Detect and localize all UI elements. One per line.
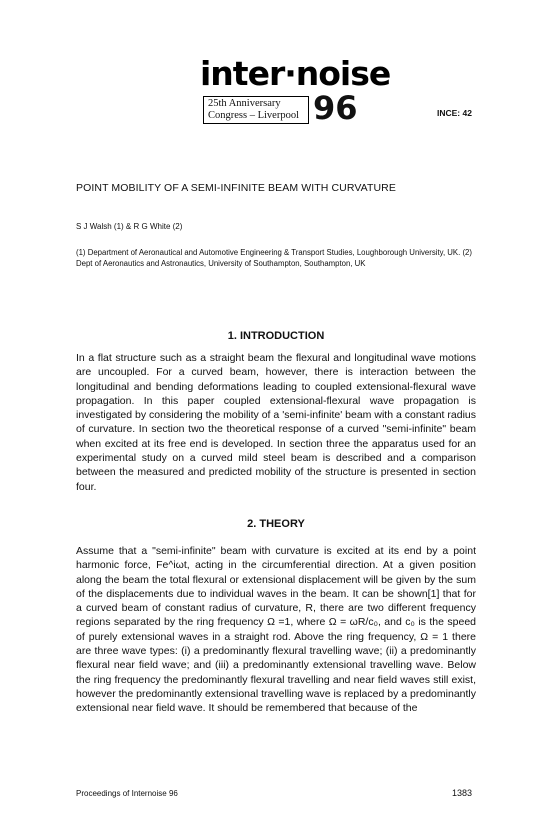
conference-logo	[200, 54, 391, 128]
footer-proceedings: Proceedings of Internoise 96	[76, 789, 178, 798]
section-heading-theory: 2. THEORY	[247, 518, 305, 530]
page-number: 1383	[452, 788, 473, 798]
paper-affiliation: (1) Department of Aeronautical and Automotive Engineering & Transport Studies, Loughborough University, UK. (2) Dept of Aeronautics and Astronautics, University of Southampton, Southampton, UK	[76, 248, 472, 268]
section-body-theory: Assume that a "semi-infinite" beam with curvature is excited at its end by a point harmonic force, Fe^iωt, acting in the circumferential direction. At a given position along the beam the total flexural or extensional displacement will be given by the sum of the displacements due to individual waves in the beam. It can be shown[1] that for a curved beam of constant radius of curvature, R, there are two different frequency regions separated by the ring frequency Ω =1, where Ω = ωR/c₀, and c₀ is the speed of purely extensional waves in a straight rod. Above the ring frequency, Ω = 1 there are three wave types: (i) a predominantly flexural travelling wave; (ii) a predominantly flexural near field wave; and (iii) a predominantly extensional travelling wave. Below the ring frequency the predominantly flexural travelling and near field waves still exist, however the predominantly extensional travelling wave is replaced by a predominantly extensional near field wave. It should be remembered that because of the	[76, 545, 476, 715]
logo-year: 96	[313, 89, 358, 127]
ince-code: INCE: 42	[437, 108, 472, 118]
logo-wordmark: inter·noise	[200, 54, 391, 93]
section-body-introduction: In a flat structure such as a straight beam the flexural and longitudinal wave motions are uncoupled. For a curved beam, however, there is interaction between the longitudinal and bending deformations leading to coupled extensional-flexural wave propagation. In this paper coupled extensional-flexural wave propagation is investigated by considering the mobility of a 'semi-infinite' beam with a constant radius of curvature. In section two the theoretical response of a curved "semi-infinite" beam when excited at its free end is developed. In section three the apparatus used for an experimental study on a curved mild steel beam is described and a comparison between the measured and predicted mobility of the structure is presented in section four.	[76, 352, 476, 493]
logo-anniversary-box	[203, 96, 309, 124]
logo-box-line2: Congress – Liverpool	[208, 110, 299, 121]
section-heading-introduction: 1. INTRODUCTION	[227, 330, 325, 342]
logo-box-line1: 25th Anniversary	[208, 98, 281, 109]
paper-authors: S J Walsh (1) & R G White (2)	[76, 222, 183, 231]
paper-title: POINT MOBILITY OF A SEMI-INFINITE BEAM WITH CURVATURE	[76, 182, 396, 194]
